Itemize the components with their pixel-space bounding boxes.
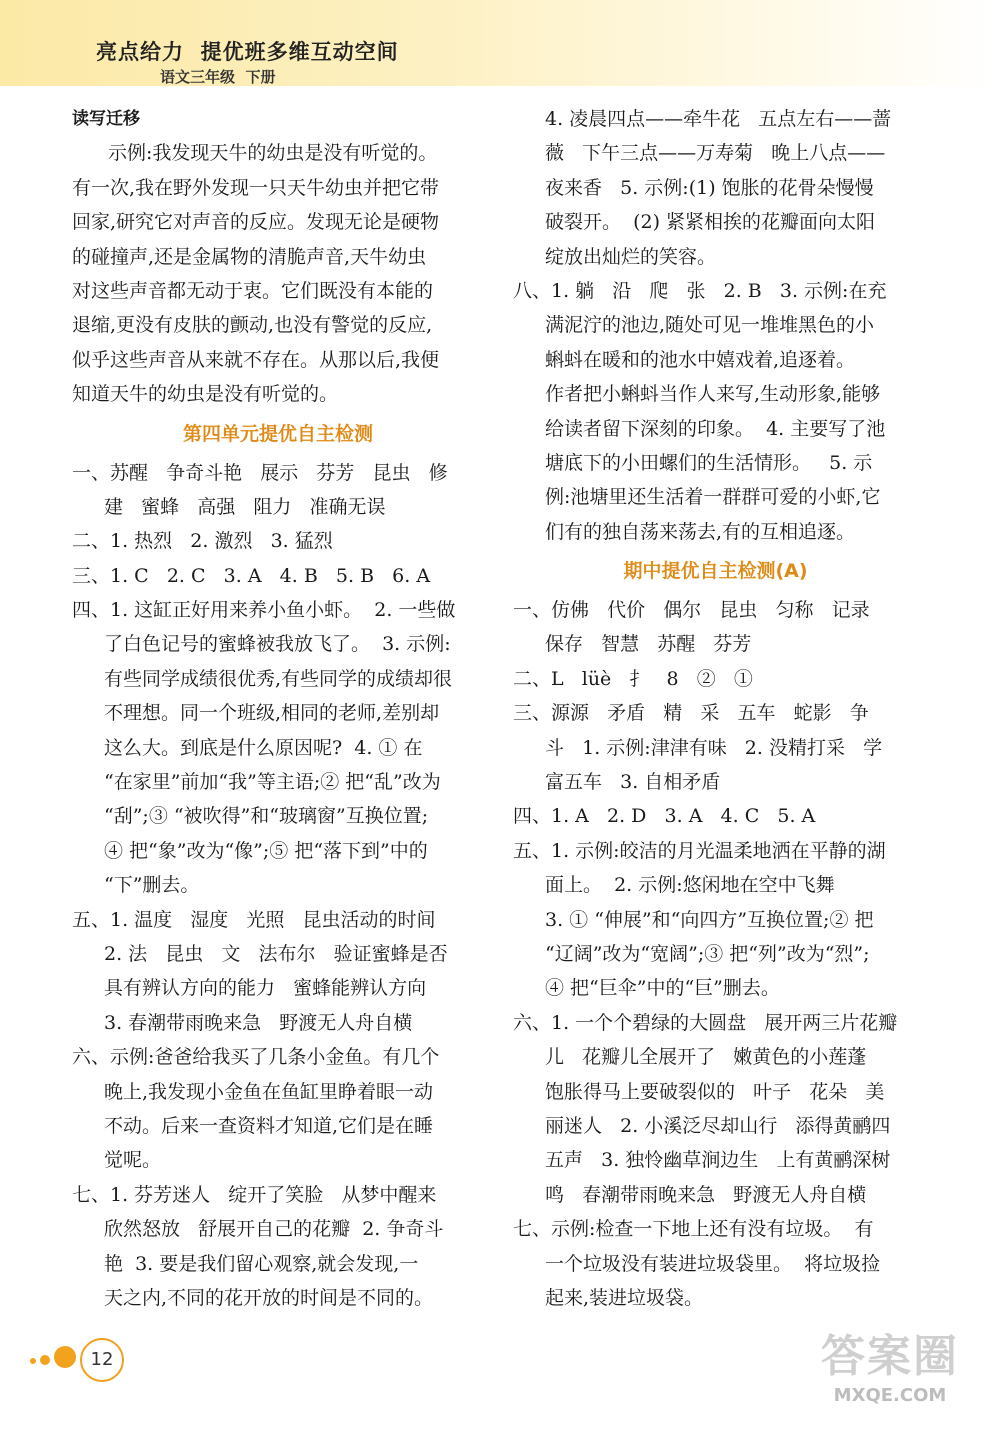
text-line: 满泥泞的池边,随处可见一堆堆黑色的小 [545, 314, 875, 337]
text-line: 丽迷人 2. 小溪泛尽却山行 添得黄鹂四 [545, 1114, 891, 1137]
text-line: 觉呢。 [104, 1149, 162, 1172]
text-line: 一、仿佛 代价 偶尔 昆虫 匀称 记录 [513, 599, 870, 622]
text-line: 不动。后来一查资料才知道,它们是在睡 [104, 1114, 434, 1137]
decor-dot [40, 1355, 50, 1365]
text-line: 例:池塘里还生活着一群群可爱的小虾,它 [545, 486, 881, 509]
text-line: 示例:我发现天牛的幼虫是没有听觉的。 [108, 142, 438, 165]
decor-dot [54, 1346, 76, 1368]
text-line: 薇 下午三点——万寿菊 晚上八点—— [545, 142, 886, 165]
text-line: 富五车 3. 自相矛盾 [545, 771, 721, 794]
text-line: 七、示例:检查一下地上还有没有垃圾。 有 [513, 1218, 874, 1241]
text-line: 了白色记号的蜜蜂被我放飞了。 3. 示例: [104, 633, 451, 656]
text-line: “辽阔”改为“宽阔”;③ 把“列”改为“烈”; [545, 942, 870, 965]
text-line: 五声 3. 独怜幽草涧边生 上有黄鹂深树 [545, 1149, 891, 1172]
text-line: 欣然怒放 舒展开自己的花瓣 2. 争奇斗 [104, 1218, 444, 1241]
text-line: 三、源源 矛盾 精 采 五车 蛇影 争 [513, 702, 869, 725]
text-line: 儿 花瓣儿全展开了 嫩黄色的小莲蓬 [545, 1046, 867, 1069]
text-line: 作者把小蝌蚪当作人来写,生动形象,能够 [545, 383, 881, 406]
text-line: 六、1. 一个个碧绿的大圆盘 展开两三片花瓣 [513, 1011, 898, 1034]
text-line: 有些同学成绩很优秀,有些同学的成绩却很 [104, 667, 453, 690]
text-line: ④ 把“象”改为“像”;⑤ 把“落下到”中的 [104, 839, 428, 862]
text-line: “下”删去。 [104, 874, 200, 897]
text-line: 四、1. 这缸正好用来养小鱼小虾。 2. 一些做 [72, 599, 456, 622]
text-line: 天之内,不同的花开放的时间是不同的。 [104, 1286, 434, 1309]
text-line: 鸣 春潮带雨晚来急 野渡无人舟自横 [545, 1183, 867, 1206]
text-line: 这么大。到底是什么原因呢? 4. ① 在 [104, 736, 423, 759]
text-line: 退缩,更没有皮肤的颤动,也没有警觉的反应, [72, 314, 433, 337]
text-line: 绽放出灿烂的笑容。 [545, 245, 717, 268]
text-line: 具有辨认方向的能力 蜜蜂能辨认方向 [104, 977, 427, 1000]
midterm-test-title: 期中提优自主检测(A) [623, 560, 808, 583]
watermark-logo [800, 1330, 980, 1420]
left-column [72, 102, 484, 1315]
text-line: “在家里”前加“我”等主语;② 把“乱”改为 [104, 771, 441, 794]
reading-example [72, 136, 484, 411]
text-line: “刮”;③ “被吹得”和“玻璃窗”互换位置; [104, 805, 429, 828]
text-line: 饱胀得马上要破裂似的 叶子 花朵 美 [545, 1080, 885, 1103]
text-line: 三、1. C 2. C 3. A 4. B 5. B 6. A [72, 564, 431, 587]
text-line: 2. 法 昆虫 文 法布尔 验证蜜蜂是否 [104, 942, 448, 965]
text-line: 夜来香 5. 示例:(1) 饱胀的花骨朵慢慢 [545, 176, 874, 199]
text-line: 保存 智慧 苏醒 芬芳 [545, 633, 752, 656]
text-line: 五、1. 示例:皎洁的月光温柔地洒在平静的湖 [513, 839, 886, 862]
watermark-url: MXQE.COM [833, 1385, 947, 1406]
book-subtitle: 语文三年级 下册 [160, 68, 276, 86]
text-line: 五、1. 温度 湿度 光照 昆虫活动的时间 [72, 908, 436, 931]
text-line: 二、L lüè 扌 8 ② ① [513, 667, 753, 690]
text-line: 不理想。同一个班级,相同的老师,差别却 [104, 702, 440, 725]
text-line: 有一次,我在野外发现一只天牛幼虫并把它带 [72, 176, 440, 199]
text-line: ④ 把“巨伞”中的“巨”删去。 [545, 977, 780, 1000]
text-line: 回家,研究它对声音的反应。发现无论是硬物 [72, 211, 440, 234]
continued-answers [513, 102, 918, 549]
page-number: 12 [80, 1338, 124, 1382]
text-line: 斗 1. 示例:津津有味 2. 没精打采 学 [545, 736, 883, 759]
watermark-text: 答案圈 [821, 1331, 959, 1382]
text-line: 面上。 2. 示例:悠闲地在空中飞舞 [545, 874, 835, 897]
midterm-answers [513, 593, 918, 1315]
right-column [513, 102, 918, 1315]
text-line: 们有的独自荡来荡去,有的互相追逐。 [545, 520, 856, 543]
decor-dot [30, 1358, 36, 1364]
text-line: 似乎这些声音从来就不存在。从那以后,我便 [72, 348, 440, 371]
text-line: 艳 3. 要是我们留心观察,就会发现,一 [104, 1252, 419, 1275]
text-line: 对这些声音都无动于衷。它们既没有本能的 [72, 279, 434, 302]
unit-answers [72, 456, 484, 1316]
text-line: 塘底下的小田螺们的生活情形。 5. 示 [545, 451, 873, 474]
text-line: 蝌蚪在暖和的池水中嬉戏着,追逐着。 [545, 348, 856, 371]
text-line: 4. 凌晨四点——牵牛花 五点左右——蔷 [545, 108, 892, 130]
text-line: 四、1. A 2. D 3. A 4. C 5. A [513, 805, 816, 828]
text-line: 3. 春潮带雨晚来急 野渡无人舟自横 [104, 1011, 413, 1034]
text-line: 二、1. 热烈 2. 激烈 3. 猛烈 [72, 530, 333, 553]
text-line: 破裂开。 (2) 紧紧相挨的花瓣面向太阳 [545, 211, 876, 234]
text-line: 起来,装进垃圾袋。 [545, 1286, 704, 1309]
text-line: 3. ① “伸展”和“向四方”互换位置;② 把 [545, 908, 874, 931]
section-title: 读写迁移 [72, 109, 140, 129]
text-line: 晚上,我发现小金鱼在鱼缸里睁着眼一动 [104, 1080, 434, 1103]
text-line: 给读者留下深刻的印象。 4. 主要写了池 [545, 417, 886, 440]
text-line: 一个垃圾没有装进垃圾袋里。 将垃圾捡 [545, 1252, 881, 1275]
book-series-title: 亮点给力 提优班多维互动空间 [96, 40, 399, 64]
text-line: 的碰撞声,还是金属物的清脆声音,天牛幼虫 [72, 245, 427, 268]
text-line: 建 蜜蜂 高强 阻力 准确无误 [104, 495, 386, 518]
text-line: 一、苏醒 争奇斗艳 展示 芬芳 昆虫 修 [72, 461, 448, 484]
unit-test-title: 第四单元提优自主检测 [182, 422, 373, 445]
text-line: 七、1. 芬芳迷人 绽开了笑脸 从梦中醒来 [72, 1183, 437, 1206]
text-line: 知道天牛的幼虫是没有听觉的。 [72, 383, 339, 406]
text-line: 六、示例:爸爸给我买了几条小金鱼。有几个 [72, 1046, 440, 1069]
text-line: 八、1. 躺 沿 爬 张 2. B 3. 示例:在充 [513, 279, 887, 302]
